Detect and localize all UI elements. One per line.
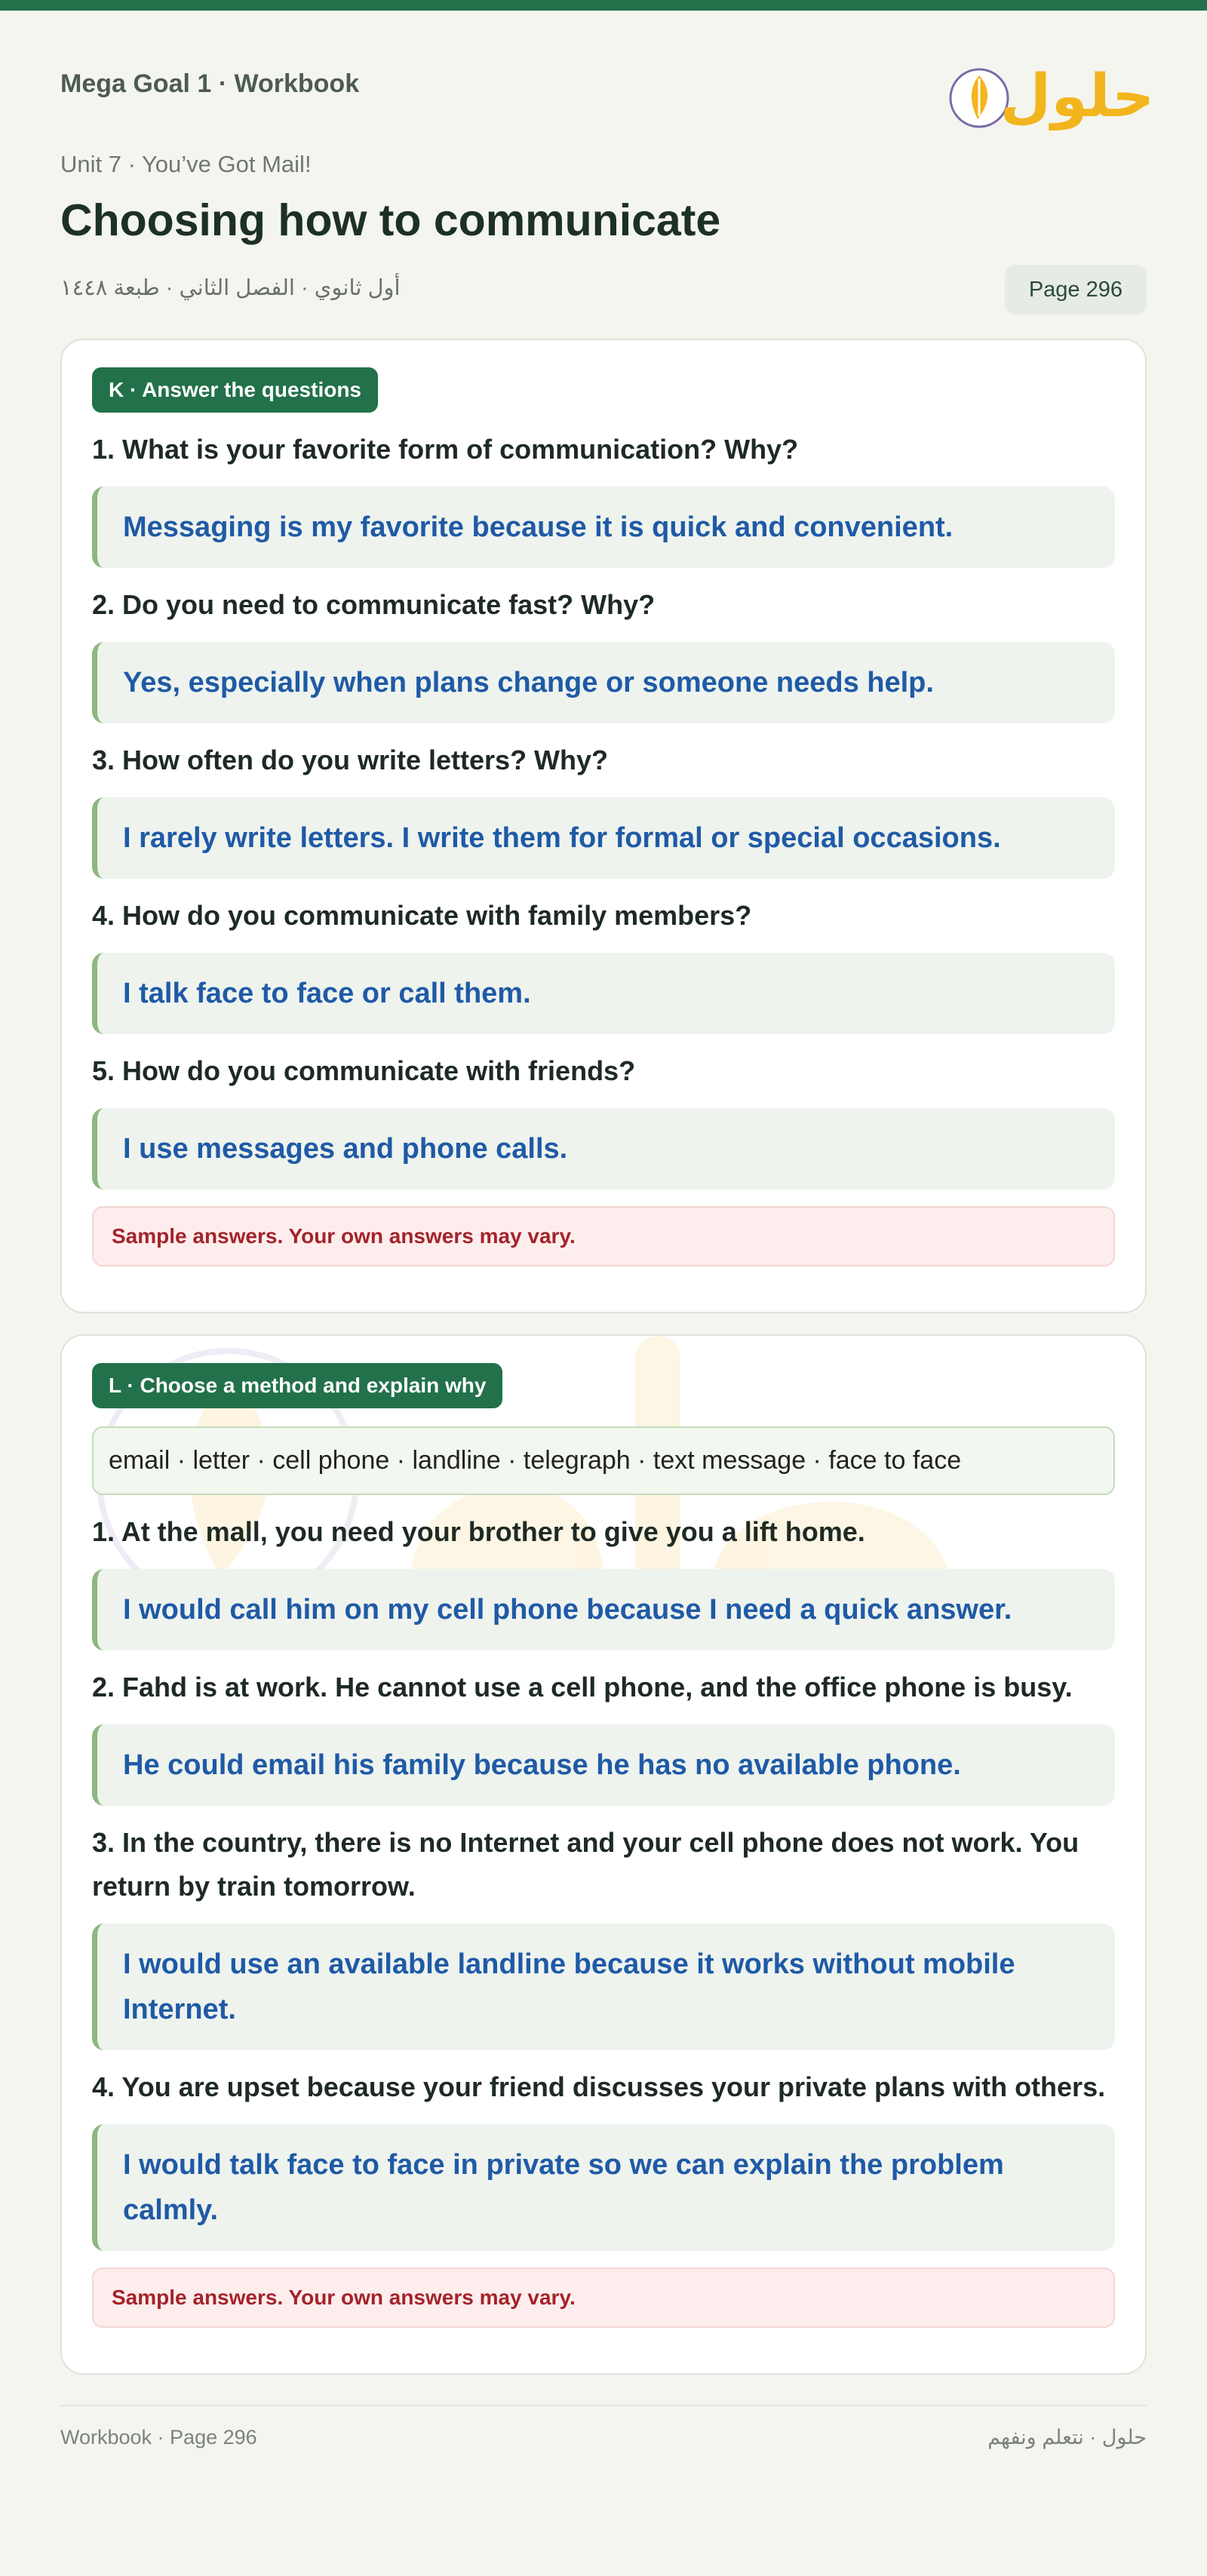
page-wrapper — [60, 11, 1155, 2449]
top-accent-bar — [0, 0, 1207, 11]
logo-wordmark: حلول — [1000, 63, 1155, 130]
answer-l4: I would talk face to face in private so we can explain the problem calmly. — [92, 2124, 1115, 2251]
footer-page-label: Workbook · Page 296 — [60, 2426, 257, 2449]
section-l-badge: L · Choose a method and explain why — [92, 1363, 502, 1408]
sample-answers-note: Sample answers. Your own answers may vary. — [92, 2267, 1115, 2328]
page-header — [60, 11, 1155, 316]
book-title: Mega Goal 1 · Workbook — [60, 69, 360, 98]
answer-l3: I would use an available landline because it works without mobile Internet. — [92, 1924, 1115, 2050]
page-footer — [60, 2405, 1147, 2449]
answer-l1: I would call him on my cell phone because I need a quick answer. — [92, 1569, 1115, 1650]
page-title: Choosing how to communicate — [60, 195, 721, 245]
question-l3: 3. In the country, there is no Internet and your cell phone does not work. You return by train tomorrow. — [92, 1827, 1080, 1902]
sample-answers-note: Sample answers. Your own answers may vary. — [92, 1206, 1115, 1267]
answer-k2: Yes, especially when plans change or someone needs help. — [92, 642, 1115, 723]
footer-brand-tagline: حلول · نتعلم ونفهم — [987, 2426, 1147, 2449]
arabic-grade-info: أول ثانوي · الفصل الثاني · طبعة ١٤٤٨ — [60, 276, 401, 300]
question-l2: 2. Fahd is at work. He cannot use a cell phone, and the office phone is busy. — [92, 1672, 1073, 1702]
section-l-card — [60, 1334, 1147, 2375]
answer-l2: He could email his family because he has no available phone. — [92, 1724, 1115, 1806]
question-l4: 4. You are upset because your friend discusses your private plans with others. — [92, 2071, 1106, 2102]
section-k-card — [60, 339, 1147, 1313]
page-number-badge: Page 296 — [1005, 265, 1147, 315]
question-k3: 3. How often do you write letters? Why? — [92, 745, 609, 775]
section-k-badge: K · Answer the questions — [92, 367, 378, 413]
answer-k1: Messaging is my favorite because it is quick and convenient. — [92, 487, 1115, 568]
unit-label: Unit 7 · You’ve Got Mail! — [60, 151, 312, 177]
question-k4: 4. How do you communicate with family members? — [92, 900, 752, 931]
answer-k3: I rarely write letters. I write them for formal or special occasions. — [92, 797, 1115, 879]
answer-k5: I use messages and phone calls. — [92, 1108, 1115, 1190]
word-bank: email · letter · cell phone · landline · telegraph · text message · face to face — [92, 1426, 1115, 1495]
hulul-logo — [949, 56, 1155, 139]
question-k2: 2. Do you need to communicate fast? Why? — [92, 589, 656, 620]
question-k5: 5. How do you communicate with friends? — [92, 1055, 636, 1086]
answer-k4: I talk face to face or call them. — [92, 953, 1115, 1034]
question-k1: 1. What is your favorite form of communication? Why? — [92, 434, 799, 465]
question-l1: 1. At the mall, you need your brother to give you a lift home. — [92, 1516, 865, 1547]
